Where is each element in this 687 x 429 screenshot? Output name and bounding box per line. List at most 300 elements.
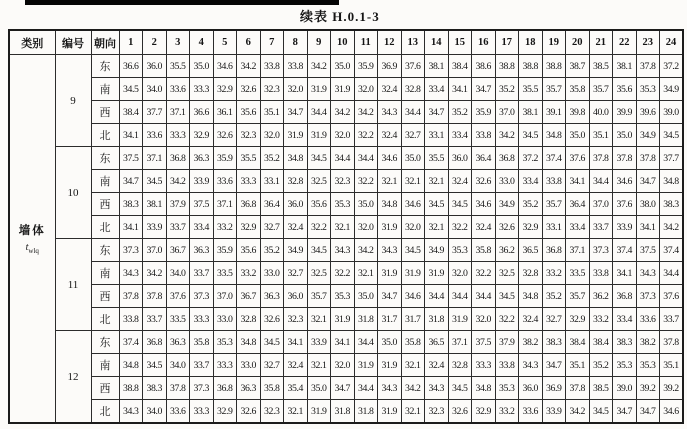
value-cell: 36.2	[495, 239, 519, 262]
value-cell: 33.1	[425, 124, 449, 147]
value-cell: 39.2	[636, 377, 660, 400]
value-cell: 35.0	[378, 331, 402, 354]
value-cell: 32.2	[331, 262, 355, 285]
value-cell: 32.4	[378, 124, 402, 147]
value-cell: 34.8	[378, 193, 402, 216]
value-cell: 33.8	[260, 55, 284, 78]
col-header-hour: 16	[472, 30, 496, 55]
value-cell: 32.8	[401, 78, 425, 101]
value-cell: 36.9	[378, 55, 402, 78]
value-cell: 32.6	[237, 400, 261, 424]
value-cell: 37.3	[190, 377, 214, 400]
value-cell: 32.1	[401, 354, 425, 377]
value-cell: 34.7	[425, 101, 449, 124]
value-cell: 34.1	[119, 216, 143, 239]
orientation-cell: 东	[91, 239, 119, 262]
value-cell: 37.6	[166, 285, 190, 308]
value-cell: 33.4	[519, 170, 543, 193]
orientation-cell: 南	[91, 78, 119, 101]
value-cell: 36.3	[190, 239, 214, 262]
value-cell: 35.0	[613, 124, 637, 147]
orientation-cell: 北	[91, 400, 119, 424]
value-cell: 34.2	[401, 377, 425, 400]
value-cell: 38.3	[542, 331, 566, 354]
value-cell: 33.6	[213, 170, 237, 193]
value-cell: 32.5	[307, 170, 331, 193]
value-cell: 35.0	[331, 55, 355, 78]
value-cell: 34.2	[566, 400, 590, 424]
value-cell: 32.0	[401, 216, 425, 239]
value-cell: 34.4	[589, 170, 613, 193]
value-cell: 36.7	[237, 285, 261, 308]
value-cell: 31.9	[378, 216, 402, 239]
table-row	[9, 377, 683, 400]
value-cell: 34.8	[284, 147, 308, 170]
value-cell: 35.0	[354, 285, 378, 308]
value-cell: 32.6	[495, 216, 519, 239]
value-cell: 33.0	[213, 308, 237, 331]
value-cell: 39.0	[613, 377, 637, 400]
value-cell: 32.9	[472, 400, 496, 424]
value-cell: 36.3	[166, 331, 190, 354]
col-header-hour: 10	[331, 30, 355, 55]
value-cell: 32.6	[213, 124, 237, 147]
table-title: 续表 H.0.1-3	[300, 9, 380, 24]
value-cell: 35.9	[354, 55, 378, 78]
value-cell: 31.7	[378, 308, 402, 331]
value-cell: 33.2	[213, 216, 237, 239]
value-cell: 33.4	[566, 216, 590, 239]
col-header-hour: 17	[495, 30, 519, 55]
value-cell: 36.5	[519, 239, 543, 262]
value-cell: 35.6	[237, 101, 261, 124]
orientation-cell: 西	[91, 193, 119, 216]
value-cell: 37.3	[589, 239, 613, 262]
value-cell: 33.5	[166, 308, 190, 331]
col-header-hour: 21	[589, 30, 613, 55]
value-cell: 33.3	[213, 354, 237, 377]
value-cell: 35.7	[307, 285, 331, 308]
category-name: 墙体	[18, 225, 46, 237]
col-header-category: 类别	[9, 30, 55, 55]
value-cell: 34.5	[660, 124, 684, 147]
value-cell: 34.2	[143, 262, 167, 285]
table-row	[9, 239, 683, 262]
value-cell: 33.9	[307, 331, 331, 354]
value-cell: 33.5	[213, 262, 237, 285]
value-cell: 34.5	[448, 377, 472, 400]
table-row	[9, 216, 683, 239]
value-cell: 32.0	[354, 78, 378, 101]
value-cell: 33.9	[613, 216, 637, 239]
value-cell: 37.7	[143, 101, 167, 124]
value-cell: 32.8	[519, 262, 543, 285]
value-cell: 38.3	[143, 377, 167, 400]
value-cell: 34.6	[472, 193, 496, 216]
value-cell: 34.7	[636, 400, 660, 424]
value-cell: 34.8	[237, 331, 261, 354]
value-cell: 35.6	[307, 193, 331, 216]
value-cell: 37.0	[213, 285, 237, 308]
value-cell: 35.2	[589, 354, 613, 377]
value-cell: 35.2	[495, 78, 519, 101]
table-row	[9, 193, 683, 216]
value-cell: 34.9	[636, 124, 660, 147]
orientation-cell: 西	[91, 285, 119, 308]
value-cell: 33.9	[143, 216, 167, 239]
value-cell: 34.1	[566, 170, 590, 193]
col-header-hour: 3	[166, 30, 190, 55]
value-cell: 34.1	[284, 331, 308, 354]
value-cell: 35.8	[472, 239, 496, 262]
value-cell: 32.1	[284, 400, 308, 424]
value-cell: 34.5	[401, 239, 425, 262]
value-cell: 32.9	[237, 216, 261, 239]
value-cell: 38.4	[119, 101, 143, 124]
value-cell: 32.2	[307, 216, 331, 239]
value-cell: 36.7	[166, 239, 190, 262]
value-cell: 32.1	[401, 400, 425, 424]
value-cell: 35.3	[331, 193, 355, 216]
value-cell: 32.3	[284, 308, 308, 331]
value-cell: 32.6	[448, 400, 472, 424]
orientation-cell: 东	[91, 147, 119, 170]
value-cell: 35.3	[495, 377, 519, 400]
value-cell: 32.2	[354, 170, 378, 193]
value-cell: 33.3	[190, 400, 214, 424]
col-header-hour: 13	[401, 30, 425, 55]
value-cell: 33.6	[166, 78, 190, 101]
value-cell: 32.0	[284, 78, 308, 101]
orientation-cell: 南	[91, 170, 119, 193]
value-cell: 34.7	[284, 101, 308, 124]
value-cell: 34.4	[331, 147, 355, 170]
value-cell: 37.1	[448, 331, 472, 354]
col-header-hour: 1	[119, 30, 143, 55]
value-cell: 37.8	[589, 147, 613, 170]
value-cell: 37.1	[213, 193, 237, 216]
value-cell: 36.3	[237, 377, 261, 400]
value-cell: 34.7	[472, 78, 496, 101]
value-cell: 31.8	[425, 308, 449, 331]
value-cell: 34.0	[166, 262, 190, 285]
value-cell: 31.9	[378, 354, 402, 377]
table-row	[9, 78, 683, 101]
value-cell: 34.3	[378, 239, 402, 262]
value-cell: 34.2	[237, 55, 261, 78]
value-cell: 32.9	[190, 124, 214, 147]
value-cell: 37.2	[660, 55, 684, 78]
value-cell: 32.2	[472, 262, 496, 285]
value-cell: 34.2	[495, 124, 519, 147]
value-cell: 34.2	[331, 101, 355, 124]
value-cell: 37.1	[143, 147, 167, 170]
value-cell: 34.4	[307, 101, 331, 124]
value-cell: 33.8	[589, 262, 613, 285]
table-header	[9, 30, 683, 55]
value-cell: 36.0	[448, 147, 472, 170]
value-cell: 34.7	[119, 170, 143, 193]
orientation-cell: 南	[91, 354, 119, 377]
col-header-hour: 14	[425, 30, 449, 55]
value-cell: 31.9	[425, 262, 449, 285]
value-cell: 33.0	[495, 170, 519, 193]
value-cell: 34.8	[119, 354, 143, 377]
value-cell: 35.8	[566, 78, 590, 101]
value-cell: 33.7	[143, 308, 167, 331]
value-cell: 34.8	[542, 124, 566, 147]
data-table	[8, 29, 684, 424]
value-cell: 35.3	[448, 239, 472, 262]
category-cell	[9, 55, 55, 424]
value-cell: 35.9	[213, 147, 237, 170]
value-cell: 35.2	[260, 239, 284, 262]
table-row	[9, 308, 683, 331]
group-id-cell: 9	[55, 55, 91, 147]
value-cell: 34.2	[660, 216, 684, 239]
value-cell: 34.7	[542, 354, 566, 377]
value-cell: 37.6	[660, 285, 684, 308]
value-cell: 33.7	[589, 216, 613, 239]
value-cell: 32.4	[472, 216, 496, 239]
value-cell: 37.0	[589, 193, 613, 216]
value-cell: 34.3	[425, 377, 449, 400]
value-cell: 36.9	[542, 377, 566, 400]
value-cell: 32.7	[260, 216, 284, 239]
value-cell: 37.3	[190, 285, 214, 308]
table-body	[9, 55, 683, 424]
value-cell: 34.9	[425, 239, 449, 262]
value-cell: 36.8	[542, 239, 566, 262]
value-cell: 35.4	[284, 377, 308, 400]
value-cell: 38.7	[566, 55, 590, 78]
col-header-hour: 8	[284, 30, 308, 55]
value-cell: 33.1	[542, 216, 566, 239]
value-cell: 32.6	[237, 78, 261, 101]
value-cell: 32.4	[519, 308, 543, 331]
value-cell: 35.2	[448, 101, 472, 124]
value-cell: 38.2	[519, 331, 543, 354]
value-cell: 33.2	[495, 400, 519, 424]
value-cell: 34.6	[378, 147, 402, 170]
value-cell: 34.5	[495, 285, 519, 308]
value-cell: 34.3	[119, 262, 143, 285]
value-cell: 32.5	[495, 262, 519, 285]
col-header-hour: 6	[237, 30, 261, 55]
value-cell: 33.3	[237, 170, 261, 193]
value-cell: 35.0	[566, 124, 590, 147]
value-cell: 34.0	[166, 354, 190, 377]
value-cell: 37.5	[636, 239, 660, 262]
value-cell: 32.8	[284, 170, 308, 193]
value-cell: 40.0	[589, 101, 613, 124]
orientation-cell: 西	[91, 101, 119, 124]
value-cell: 32.0	[260, 124, 284, 147]
value-cell: 34.7	[636, 170, 660, 193]
value-cell: 36.8	[166, 147, 190, 170]
value-cell: 37.8	[613, 147, 637, 170]
value-cell: 32.7	[401, 124, 425, 147]
value-cell: 37.4	[119, 331, 143, 354]
value-cell: 38.3	[660, 193, 684, 216]
value-cell: 35.5	[166, 55, 190, 78]
value-cell: 38.4	[566, 331, 590, 354]
value-cell: 34.5	[143, 354, 167, 377]
value-cell: 34.3	[519, 354, 543, 377]
value-cell: 33.3	[190, 308, 214, 331]
value-cell: 32.0	[331, 124, 355, 147]
table-row	[9, 285, 683, 308]
value-cell: 38.8	[542, 55, 566, 78]
value-cell: 37.9	[166, 193, 190, 216]
value-cell: 38.0	[636, 193, 660, 216]
value-cell: 39.1	[542, 101, 566, 124]
table-row	[9, 101, 683, 124]
value-cell: 32.5	[307, 262, 331, 285]
value-cell: 34.9	[284, 239, 308, 262]
value-cell: 33.8	[472, 124, 496, 147]
value-cell: 33.8	[542, 170, 566, 193]
orientation-cell: 北	[91, 216, 119, 239]
group-id-cell: 10	[55, 147, 91, 239]
value-cell: 32.8	[237, 308, 261, 331]
value-cell: 31.9	[331, 78, 355, 101]
table-row	[9, 331, 683, 354]
value-cell: 35.3	[213, 331, 237, 354]
value-cell: 35.9	[213, 239, 237, 262]
value-cell: 32.0	[472, 308, 496, 331]
value-cell: 37.5	[119, 147, 143, 170]
value-cell: 32.0	[448, 262, 472, 285]
value-cell: 34.8	[660, 170, 684, 193]
value-cell: 36.0	[284, 285, 308, 308]
value-cell: 32.6	[472, 170, 496, 193]
value-cell: 35.8	[401, 331, 425, 354]
value-cell: 34.5	[519, 124, 543, 147]
value-cell: 32.3	[260, 400, 284, 424]
value-cell: 34.8	[472, 377, 496, 400]
value-cell: 32.4	[378, 78, 402, 101]
value-cell: 34.2	[307, 55, 331, 78]
value-cell: 37.8	[636, 55, 660, 78]
value-cell: 37.3	[636, 285, 660, 308]
value-cell: 35.5	[425, 147, 449, 170]
value-cell: 32.1	[425, 216, 449, 239]
value-cell: 34.2	[354, 101, 378, 124]
value-cell: 32.3	[260, 78, 284, 101]
value-cell: 36.1	[213, 101, 237, 124]
value-cell: 34.5	[307, 147, 331, 170]
value-cell: 31.9	[307, 78, 331, 101]
value-cell: 31.9	[331, 308, 355, 331]
value-cell: 35.2	[519, 193, 543, 216]
value-cell: 34.1	[636, 216, 660, 239]
value-cell: 32.0	[331, 354, 355, 377]
value-cell: 35.0	[401, 147, 425, 170]
value-cell: 34.4	[472, 285, 496, 308]
value-cell: 33.4	[448, 124, 472, 147]
orientation-cell: 东	[91, 55, 119, 78]
value-cell: 35.9	[472, 101, 496, 124]
value-cell: 36.0	[143, 55, 167, 78]
value-cell: 33.0	[260, 262, 284, 285]
value-cell: 37.4	[660, 239, 684, 262]
value-cell: 35.7	[542, 78, 566, 101]
header-row	[9, 30, 683, 55]
value-cell: 34.4	[660, 262, 684, 285]
value-cell: 35.0	[307, 377, 331, 400]
value-cell: 37.6	[613, 193, 637, 216]
orientation-cell: 北	[91, 124, 119, 147]
col-header-id: 编号	[55, 30, 91, 55]
col-header-hour: 11	[354, 30, 378, 55]
value-cell: 35.3	[613, 354, 637, 377]
value-cell: 34.5	[425, 193, 449, 216]
value-cell: 36.8	[143, 331, 167, 354]
value-cell: 35.3	[636, 78, 660, 101]
value-cell: 34.1	[119, 124, 143, 147]
value-cell: 36.4	[566, 193, 590, 216]
value-cell: 36.3	[260, 285, 284, 308]
value-cell: 32.9	[213, 78, 237, 101]
value-cell: 34.4	[401, 101, 425, 124]
value-cell: 34.4	[354, 331, 378, 354]
value-cell: 32.3	[331, 170, 355, 193]
value-cell: 38.4	[589, 331, 613, 354]
value-cell: 32.3	[425, 400, 449, 424]
value-cell: 34.7	[378, 285, 402, 308]
col-header-hour: 23	[636, 30, 660, 55]
value-cell: 35.2	[542, 285, 566, 308]
orientation-cell: 东	[91, 331, 119, 354]
value-cell: 34.4	[425, 285, 449, 308]
value-cell: 32.4	[425, 354, 449, 377]
value-cell: 37.9	[495, 331, 519, 354]
value-cell: 33.7	[660, 308, 684, 331]
value-cell: 34.6	[660, 400, 684, 424]
value-cell: 34.3	[331, 239, 355, 262]
value-cell: 35.5	[237, 147, 261, 170]
group-id-cell: 12	[55, 331, 91, 424]
value-cell: 31.9	[307, 400, 331, 424]
value-cell: 32.0	[354, 216, 378, 239]
col-header-hour: 12	[378, 30, 402, 55]
value-cell: 32.1	[307, 354, 331, 377]
value-cell: 34.3	[378, 377, 402, 400]
value-cell: 34.3	[636, 262, 660, 285]
table-row	[9, 124, 683, 147]
value-cell: 37.2	[519, 147, 543, 170]
value-cell: 33.3	[166, 124, 190, 147]
value-cell: 38.1	[143, 193, 167, 216]
value-cell: 38.4	[448, 55, 472, 78]
value-cell: 33.7	[166, 216, 190, 239]
col-header-hour: 22	[613, 30, 637, 55]
value-cell: 35.1	[566, 354, 590, 377]
value-cell: 37.6	[566, 147, 590, 170]
value-cell: 31.9	[448, 308, 472, 331]
value-cell: 35.3	[636, 354, 660, 377]
value-cell: 36.0	[519, 377, 543, 400]
orientation-cell: 北	[91, 308, 119, 331]
value-cell: 39.0	[660, 101, 684, 124]
value-cell: 35.5	[519, 78, 543, 101]
value-cell: 38.1	[425, 55, 449, 78]
value-cell: 32.1	[354, 262, 378, 285]
value-cell: 39.6	[636, 101, 660, 124]
col-header-hour: 4	[190, 30, 214, 55]
value-cell: 31.9	[378, 400, 402, 424]
